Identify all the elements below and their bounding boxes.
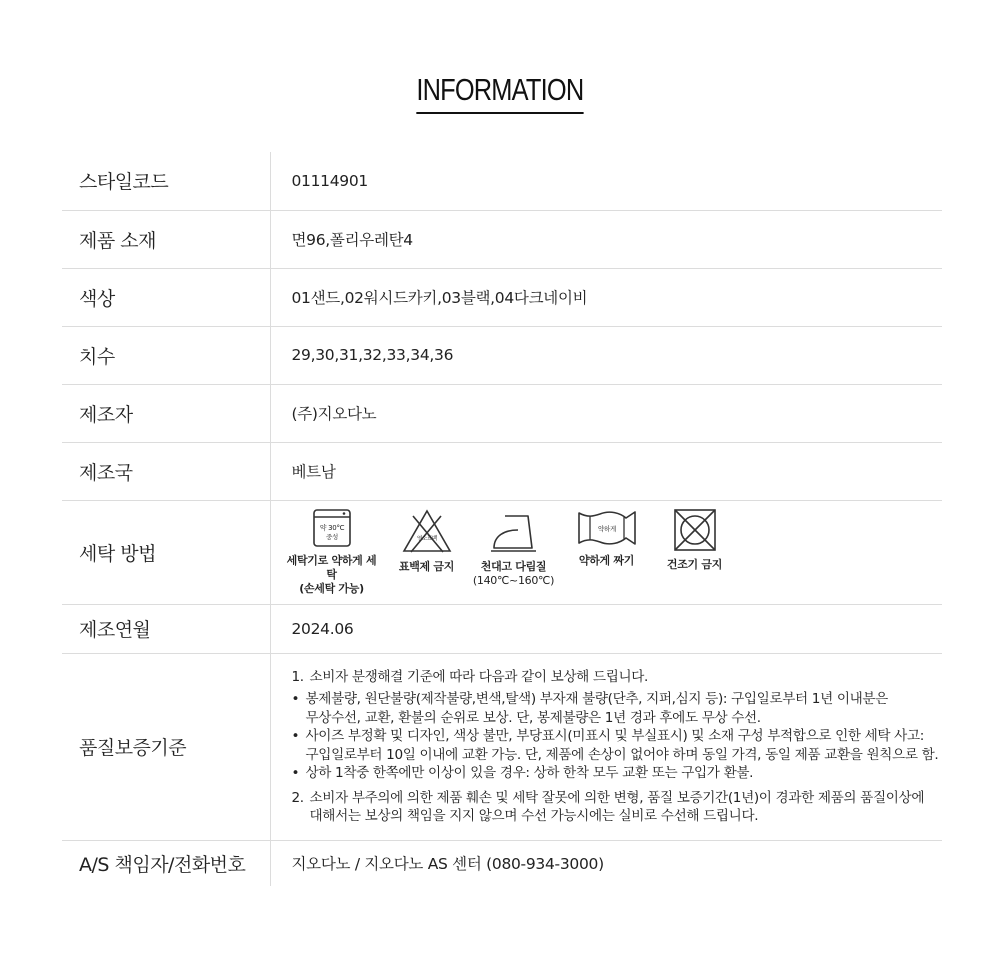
bullet-mark: • [291, 765, 300, 781]
quality-bullet [292, 727, 943, 764]
row-value [270, 500, 942, 604]
machine-wash-30-icon [312, 508, 352, 548]
quality-bullet [292, 764, 943, 783]
row-value: 지오다노 / 지오다노 AS 센터 (080-934-3000) [270, 840, 942, 886]
quality-bullet [292, 690, 943, 727]
row-label: 세탁 방법 [62, 500, 270, 604]
row-as [62, 840, 942, 886]
iron-cloth-icon [488, 508, 540, 554]
icon-text: 약 30°C [319, 524, 344, 532]
bullet-text: 상하 1착중 한쪽에만 이상이 있을 경우: 상하 한착 모두 교환 또는 구입가 환불. [305, 765, 754, 781]
row-size [62, 326, 942, 384]
item-text: 소비자 부주의에 의한 제품 훼손 및 세탁 잘못에 의한 변형, 품질 보증기간(1년)이 경과한 제품의 품질이상에 대해서는 보상의 책임을 지지 않으며 수선 가능시에는 실비로 수선해 드립니다. [309, 789, 925, 824]
item-number: 1. [291, 668, 304, 685]
bullet-text: 봉제불량, 원단불량(제작불량,변색,탈색) 부자재 불량(단추, 지퍼,심지 등): 구입일로부터 1년 이내분은 무상수선, 교환, 환불의 순위로 보상. 단, 봉제불량은 1년 경과 후에도 무상 수선. [305, 691, 888, 726]
row-value: (주)지오다노 [270, 384, 942, 442]
row-date [62, 604, 942, 653]
wash-icon-list [284, 508, 943, 596]
quality-item-1 [292, 668, 943, 687]
bullet-mark: • [291, 728, 300, 744]
quality-bullets [292, 690, 943, 783]
row-label: 제조자 [62, 384, 270, 442]
row-label: 색상 [62, 268, 270, 326]
row-color [62, 268, 942, 326]
row-value: 01샌드,02워시드카키,03블랙,04다크네이비 [270, 268, 942, 326]
wash-item [398, 508, 456, 574]
quality-text [292, 668, 943, 826]
wash-caption: 세탁기로 약하게 세탁 [286, 554, 377, 581]
row-maker [62, 384, 942, 442]
row-value [270, 653, 942, 840]
row-material [62, 210, 942, 268]
item-text: 소비자 분쟁해결 기준에 따라 다음과 같이 보상해 드립니다. [309, 668, 649, 685]
wash-caption: 약하게 짜기 [578, 554, 635, 567]
row-value: 면96,폴리우레탄4 [270, 210, 942, 268]
wash-item [284, 508, 380, 596]
row-label: A/S 책임자/전화번호 [79, 853, 246, 876]
wring-gently-icon [576, 508, 638, 548]
row-label: 제품 소재 [62, 210, 270, 268]
row-country [62, 442, 942, 500]
wash-item [474, 508, 554, 588]
page-title: INFORMATION [416, 70, 583, 114]
row-label: 제조연월 [62, 604, 270, 653]
wash-item [660, 508, 730, 572]
icon-text: 염소표백 [416, 536, 437, 542]
row-value: 2024.06 [270, 604, 942, 653]
icon-text: 중성 [325, 533, 338, 541]
row-label: 치수 [62, 326, 270, 384]
row-label: 스타일코드 [62, 152, 270, 210]
row-label: 제조국 [62, 442, 270, 500]
bullet-mark: • [291, 691, 300, 707]
row-quality [62, 653, 942, 840]
row-wash [62, 500, 942, 604]
row-value: 베트남 [270, 442, 942, 500]
no-bleach-icon [401, 508, 453, 554]
item-number: 2. [291, 789, 304, 806]
wash-item [572, 508, 642, 568]
quality-item-2 [292, 789, 943, 826]
wash-caption: 표백제 금지 [398, 560, 455, 573]
no-tumble-dry-icon [672, 508, 718, 552]
row-value: 29,30,31,32,33,34,36 [270, 326, 942, 384]
wash-caption: 건조기 금지 [666, 558, 723, 571]
wash-sub-caption: (손세탁 가능) [299, 582, 364, 595]
row-value: 01114901 [270, 152, 942, 210]
row-label: 품질보증기준 [62, 653, 270, 840]
icon-text: 약하게 [597, 525, 616, 533]
row-style-code [62, 152, 942, 210]
info-table [62, 152, 942, 886]
wash-caption: 천대고 다림질 [480, 560, 547, 573]
wash-sub-caption: (140℃~160℃) [472, 574, 555, 587]
bullet-text: 사이즈 부정확 및 디자인, 색상 불만, 부당표시(미표시 및 부실표시) 및 소재 구성 부적합으로 인한 세탁 사고: 구입일로부터 10일 이내에 교환 가능. 단, 제품에 손상이 없어야 하며 동일 가격, 동일 제품 교환을 원칙으로 함. [305, 728, 939, 763]
title-wrap [0, 70, 1000, 114]
